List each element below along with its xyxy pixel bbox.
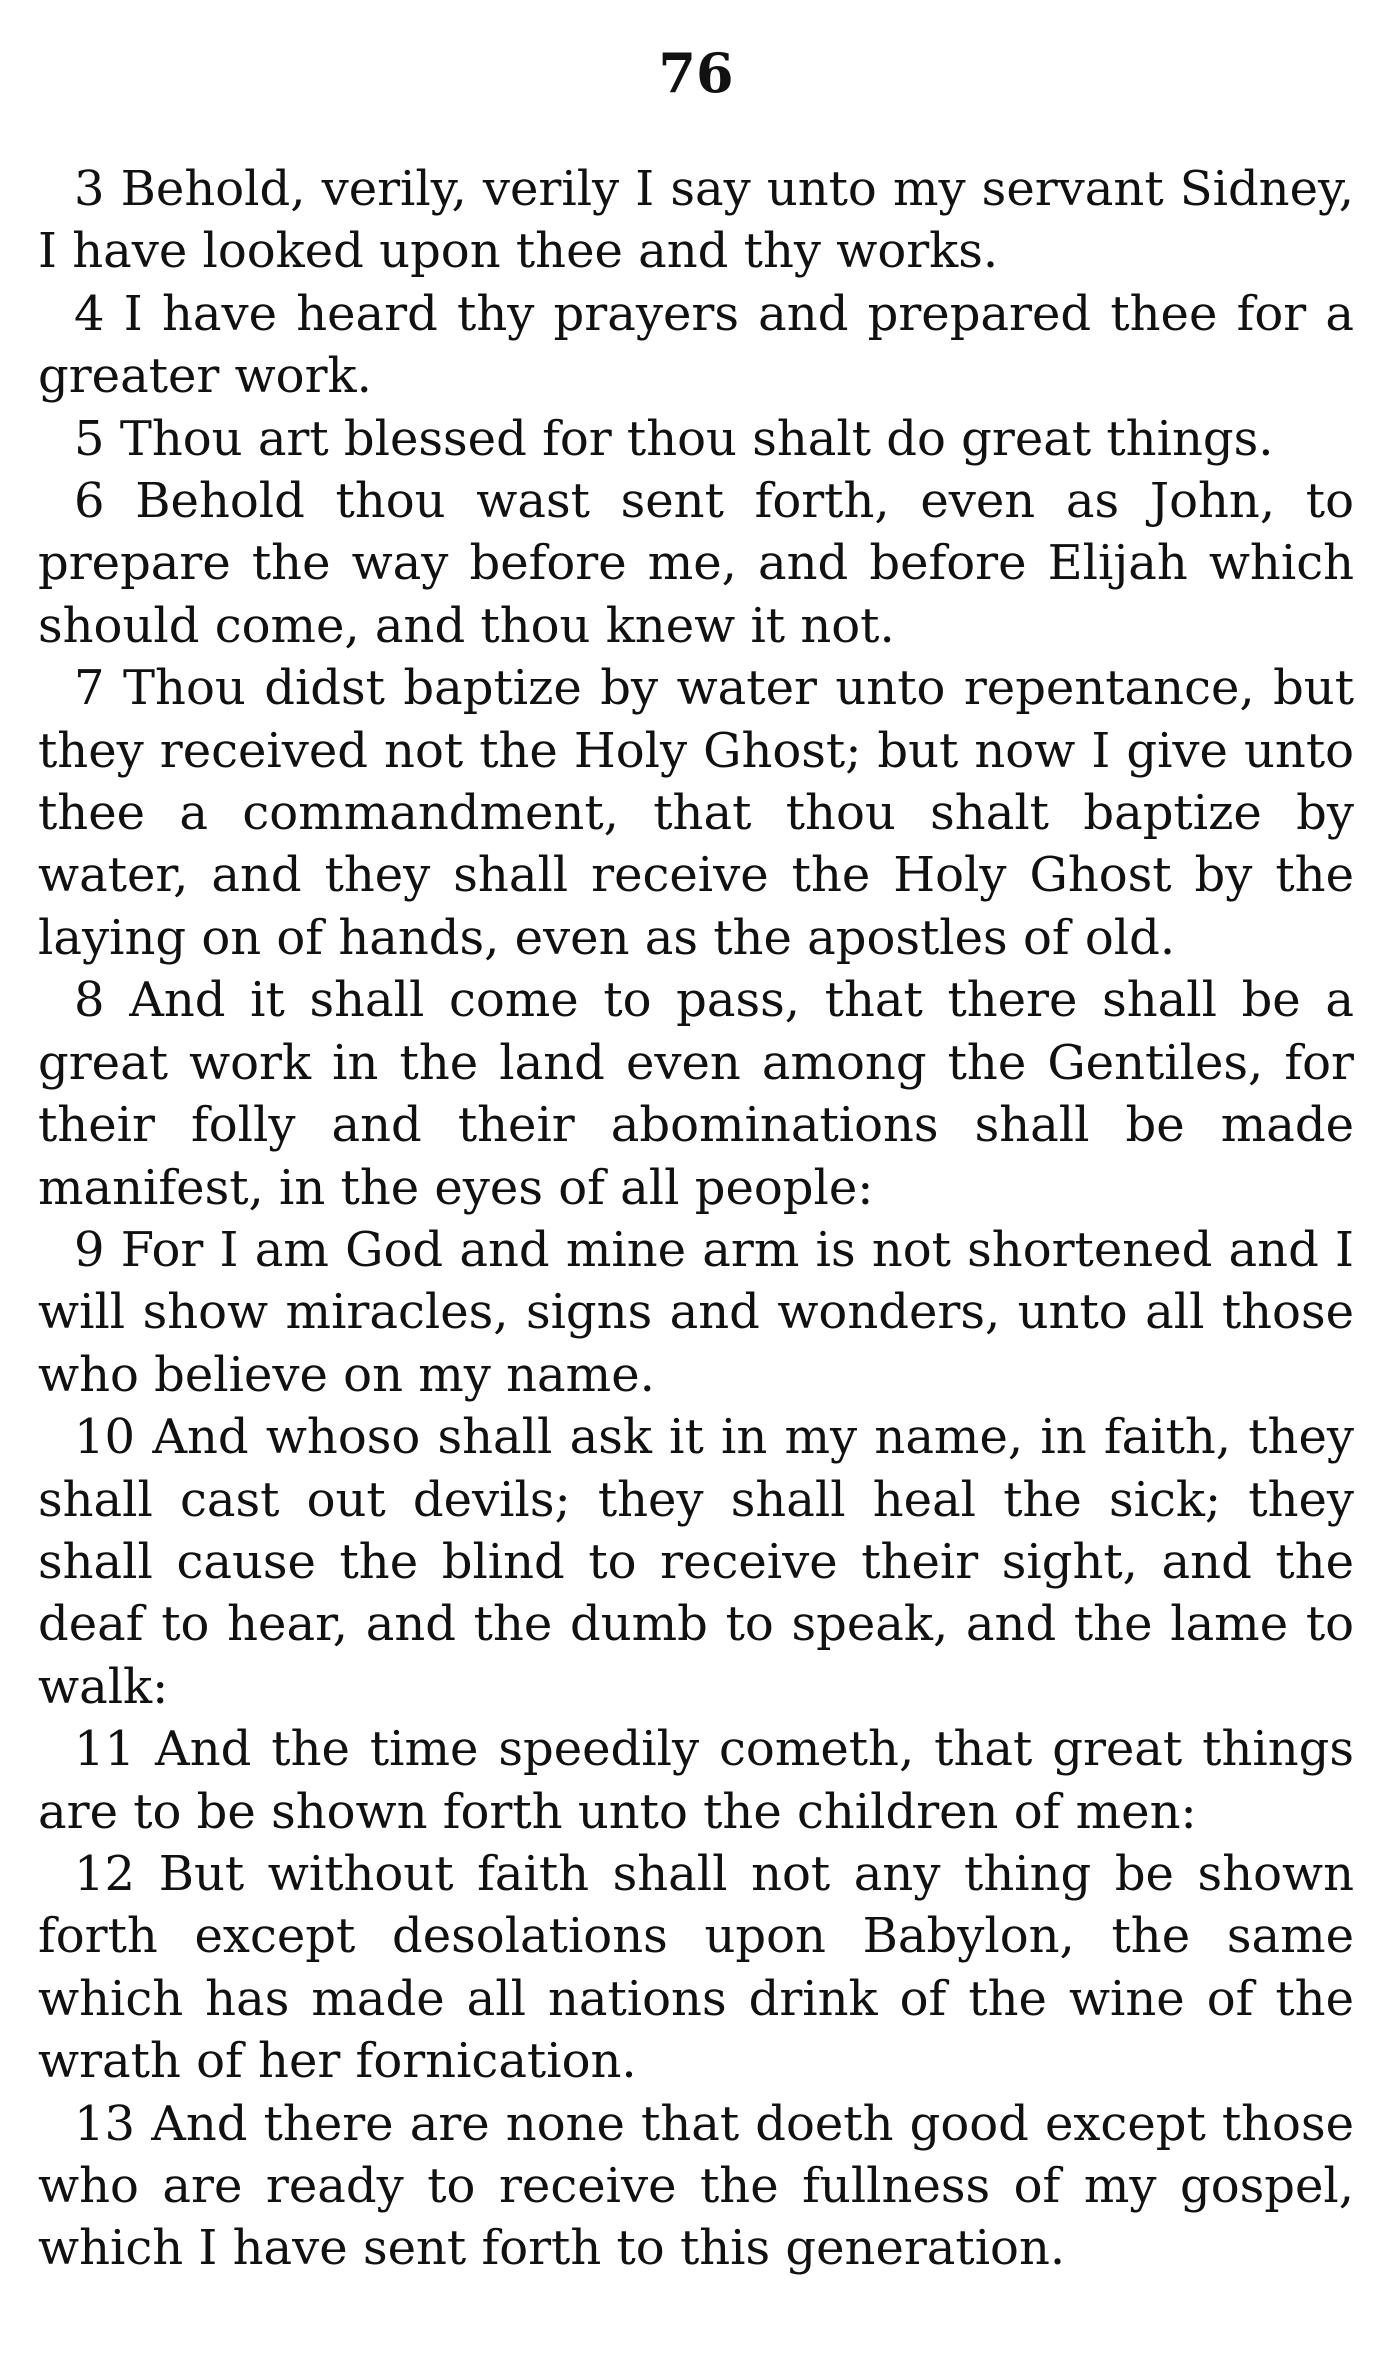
verse-text: Behold thou wast sent forth, even as John, to prepare the way before me, and before Elijah which should come, and thou knew it not. bbox=[38, 473, 1354, 654]
verse-number: 10 bbox=[74, 1409, 136, 1466]
book-page bbox=[38, 0, 1354, 2364]
verse-4 bbox=[38, 283, 1354, 408]
verse-text: And the time speedily cometh, that great things are to be shown forth unto the children of men: bbox=[38, 1721, 1354, 1840]
verse-7 bbox=[38, 657, 1354, 969]
verse-text: And whoso shall ask it in my name, in faith, they shall cast out devils; they shall heal the sick; they shall cause the blind to receive their sight, and the deaf to hear, and the dumb to speak, and the lame to walk: bbox=[38, 1409, 1354, 1715]
verse-text: I have heard thy prayers and prepared thee for a greater work. bbox=[38, 285, 1354, 405]
verse-text: Thou art blessed for thou shalt do great things. bbox=[119, 410, 1274, 467]
verse-3 bbox=[38, 158, 1354, 283]
verse-11 bbox=[38, 1718, 1354, 1843]
verse-text: Behold, verily, verily I say unto my servant Sidney, I have looked upon thee and thy works. bbox=[38, 161, 1354, 280]
verse-number: 9 bbox=[74, 1221, 105, 1278]
verse-number: 7 bbox=[74, 660, 105, 717]
verse-number: 6 bbox=[74, 473, 105, 530]
page-number: 76 bbox=[658, 41, 734, 105]
verse-list bbox=[38, 158, 1354, 2280]
verse-13 bbox=[38, 2093, 1354, 2280]
verse-8 bbox=[38, 969, 1354, 1219]
verse-text: And it shall come to pass, that there shall be a great work in the land even among the Gentiles, for their folly and their abominations shall be made manifest, in the eyes of all people: bbox=[38, 972, 1354, 1216]
verse-number: 12 bbox=[74, 1845, 136, 1902]
verse-text: But without faith shall not any thing be shown forth except desolations upon Babylon, the same which has made all nations drink of the wine of the wrath of her fornication. bbox=[38, 1845, 1355, 2090]
verse-text: For I am God and mine arm is not shortened and I will show miracles, signs and wonders, unto all those who believe on my name. bbox=[38, 1221, 1354, 1403]
verse-number: 5 bbox=[74, 410, 105, 467]
verse-5 bbox=[38, 408, 1354, 470]
verse-text: Thou didst baptize by water unto repentance, but they received not the Holy Ghost; but now I give unto thee a commandment, that thou shalt baptize by water, and they shall receive the Holy Ghost by the laying on of hands, even as the apostles of old. bbox=[38, 660, 1355, 966]
verse-number: 3 bbox=[74, 161, 105, 217]
verse-number: 11 bbox=[74, 1721, 136, 1778]
verse-text: And there are none that doeth good except those who are ready to receive the fullness of my gospel, which I have sent forth to this generation. bbox=[38, 2095, 1354, 2277]
verse-12 bbox=[38, 1843, 1354, 2093]
verse-6 bbox=[38, 470, 1354, 657]
verse-number: 8 bbox=[74, 972, 105, 1029]
verse-9 bbox=[38, 1219, 1354, 1406]
verse-10 bbox=[38, 1406, 1354, 1718]
verse-number: 4 bbox=[74, 285, 105, 342]
verse-number: 13 bbox=[74, 2095, 136, 2152]
